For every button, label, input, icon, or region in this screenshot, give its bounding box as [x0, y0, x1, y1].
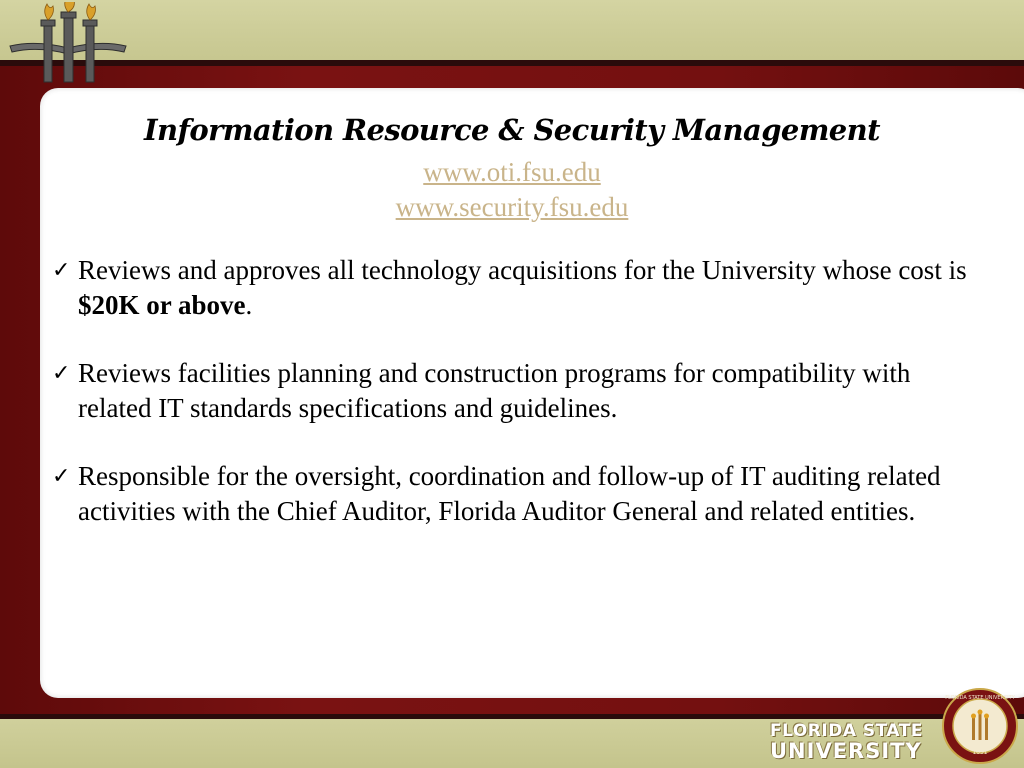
bullet-item: [52, 253, 982, 323]
bullet-list: [52, 253, 982, 562]
top-band: [0, 0, 1024, 62]
checkmark-icon: ✓: [52, 258, 71, 283]
seal-year: 1851: [972, 749, 988, 756]
bullet-item: [52, 356, 982, 426]
checkmark-icon: ✓: [52, 361, 71, 386]
seal-text: FLORIDA STATE UNIVERSITY: [945, 695, 1015, 701]
link-security[interactable]: www.security.fsu.edu: [395, 192, 629, 222]
link-oti[interactable]: www.oti.fsu.edu: [423, 157, 601, 187]
fsu-wordmark: FLORIDA STATE UNIVERSITY: [770, 721, 923, 763]
university-seal-icon: [942, 688, 1018, 764]
bullet-text: Responsible for the oversight, coordination and follow-up of IT auditing related activities with the Chief Auditor, Florida Auditor General and related entities.: [78, 461, 941, 526]
torches-icon: [6, 2, 130, 84]
bullet-text: Reviews facilities planning and construction programs for compatibility with related IT standards specifications and guidelines.: [78, 358, 911, 423]
bullet-item: [52, 459, 982, 529]
checkmark-icon: ✓: [52, 464, 71, 489]
bullet-text: Reviews and approves all technology acquisitions for the University whose cost is $20K or above.: [78, 255, 967, 320]
slide-title: Information Resource & Security Management: [144, 113, 880, 147]
